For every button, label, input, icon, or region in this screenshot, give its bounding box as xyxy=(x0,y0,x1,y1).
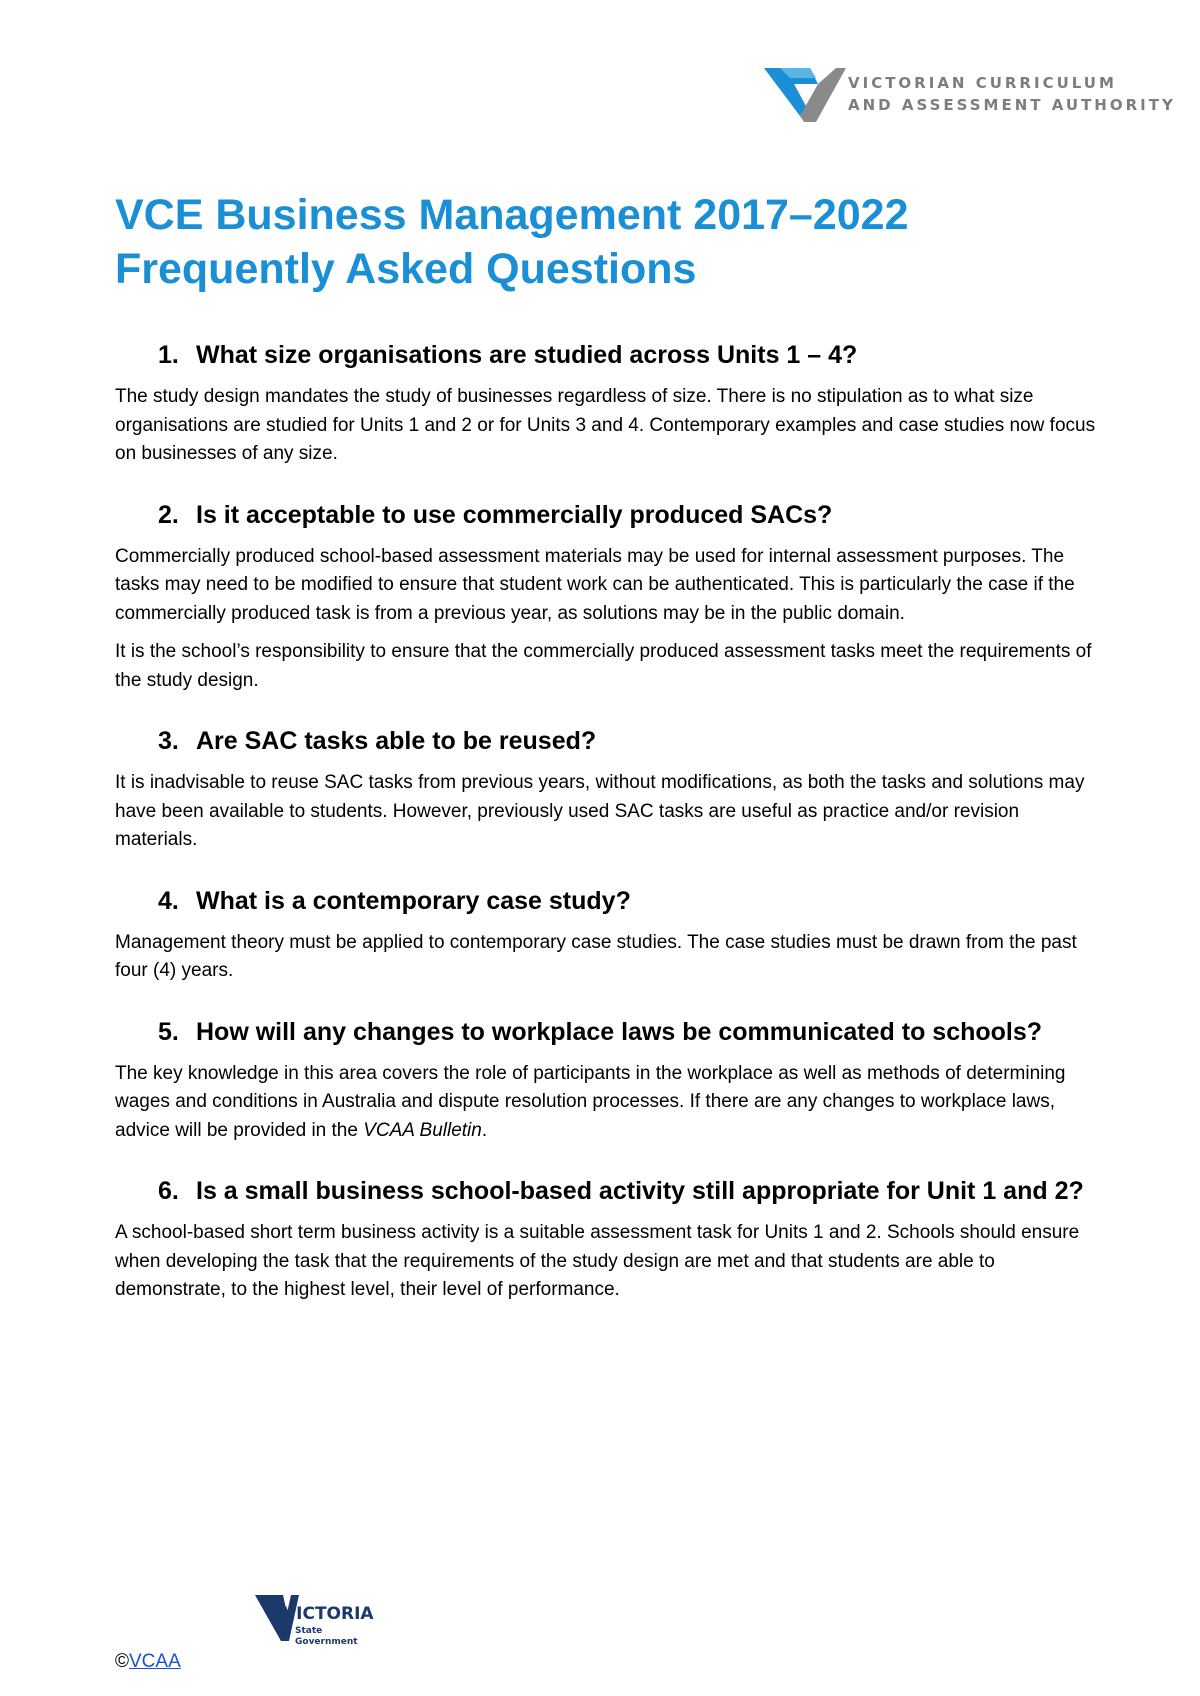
faq-number: 1. xyxy=(158,341,179,369)
faq-number: 5. xyxy=(158,1017,179,1046)
logo-line-2: AND ASSESSMENT AUTHORITY xyxy=(848,96,1176,114)
copyright xyxy=(115,1650,181,1674)
page-title xyxy=(115,188,909,296)
logo-line-1: VICTORIAN CURRICULUM xyxy=(848,74,1117,92)
faq-list xyxy=(115,337,1105,1333)
victoria-logo-sub-1: State xyxy=(295,1626,323,1636)
vcaa-bulletin-title: VCAA Bulletin xyxy=(363,1119,482,1141)
faq-number: 2. xyxy=(158,500,179,529)
faq-number: 4. xyxy=(158,886,179,915)
faq-item-4 xyxy=(115,883,1105,986)
faq-answer: Management theory must be applied to contemporary case studies. The case studies must be drawn from the past four (4) years. xyxy=(115,931,1077,981)
faq-question-6 xyxy=(115,1173,1105,1209)
copyright-symbol: © xyxy=(115,1651,129,1672)
vcaa-logo-icon xyxy=(760,62,850,124)
faq-question-2 xyxy=(115,497,1105,533)
faq-question-4 xyxy=(115,883,1105,919)
victoria-logo-icon xyxy=(255,1595,375,1665)
faq-question-1 xyxy=(115,337,1105,373)
title-line-1: VCE Business Management 2017–2022 xyxy=(115,191,909,239)
faq-question-3 xyxy=(115,723,1105,759)
victoria-logo-sub-2: Government xyxy=(295,1637,358,1647)
faq-question-text: What is a contemporary case study? xyxy=(196,886,631,915)
title-line-2: Frequently Asked Questions xyxy=(115,245,697,293)
faq-number: 6. xyxy=(158,1177,179,1205)
faq-answer xyxy=(115,1060,1105,1146)
faq-answer-text: The key knowledge in this area covers the role of participants in the workplace as well as methods of determining wages and conditions in Australia and dispute resolution processes. If there are any changes to workplace laws, advice will be provided in the xyxy=(115,1062,1066,1141)
faq-item-1 xyxy=(115,337,1105,469)
faq-item-2 xyxy=(115,497,1105,696)
faq-answer-end: . xyxy=(481,1119,488,1141)
vcaa-link[interactable]: VCAA xyxy=(129,1651,181,1672)
vcaa-logo-text xyxy=(848,72,1176,116)
faq-number: 3. xyxy=(158,727,179,755)
faq-question-text: How will any changes to workplace laws be communicated to schools? xyxy=(196,1017,1043,1046)
faq-answer: The study design mandates the study of businesses regardless of size. There is no stipulation as to what size organisations are studied for Units 1 and 2 or for Units 3 and 4. Contemporary examples and case studies now focus on businesses of any size. xyxy=(115,386,1096,464)
faq-answer: It is inadvisable to reuse SAC tasks from previous years, without modifications, as both the tasks and solutions may have been available to students. However, previously used SAC tasks are useful as practice and/or revision materials. xyxy=(115,772,1085,850)
faq-answer: Commercially produced school-based assessment materials may be used for internal assessment purposes. The tasks may need to be modified to ensure that student work can be authenticated. This is particularly the case if the commercially produced task is from a previous year, as solutions may be in the public domain. xyxy=(115,545,1075,624)
faq-item-6 xyxy=(115,1173,1105,1305)
faq-question-5 xyxy=(115,1014,1105,1050)
faq-question-text: Is it acceptable to use commercially produced SACs? xyxy=(196,500,833,529)
faq-item-3 xyxy=(115,723,1105,855)
faq-item-5 xyxy=(115,1014,1105,1146)
vcaa-logo xyxy=(760,62,1176,124)
faq-question-text: Is a small business school-based activity still appropriate for Unit 1 and 2? xyxy=(196,1177,1084,1205)
faq-question-text: What size organisations are studied across Units 1 – 4? xyxy=(196,341,858,369)
faq-answer: It is the school’s responsibility to ensure that the commercially produced assessment tasks meet the requirements of the study design. xyxy=(115,641,1092,691)
victoria-government-logo xyxy=(255,1595,375,1665)
faq-answer: A school-based short term business activity is a suitable assessment task for Units 1 and 2. Schools should ensure when developing the task that the requirements of the study design are met and that students are able to demonstrate, to the highest level, their level of performance. xyxy=(115,1222,1080,1300)
faq-question-text: Are SAC tasks able to be reused? xyxy=(196,727,597,755)
victoria-logo-word: VICTORIA xyxy=(283,1604,374,1624)
